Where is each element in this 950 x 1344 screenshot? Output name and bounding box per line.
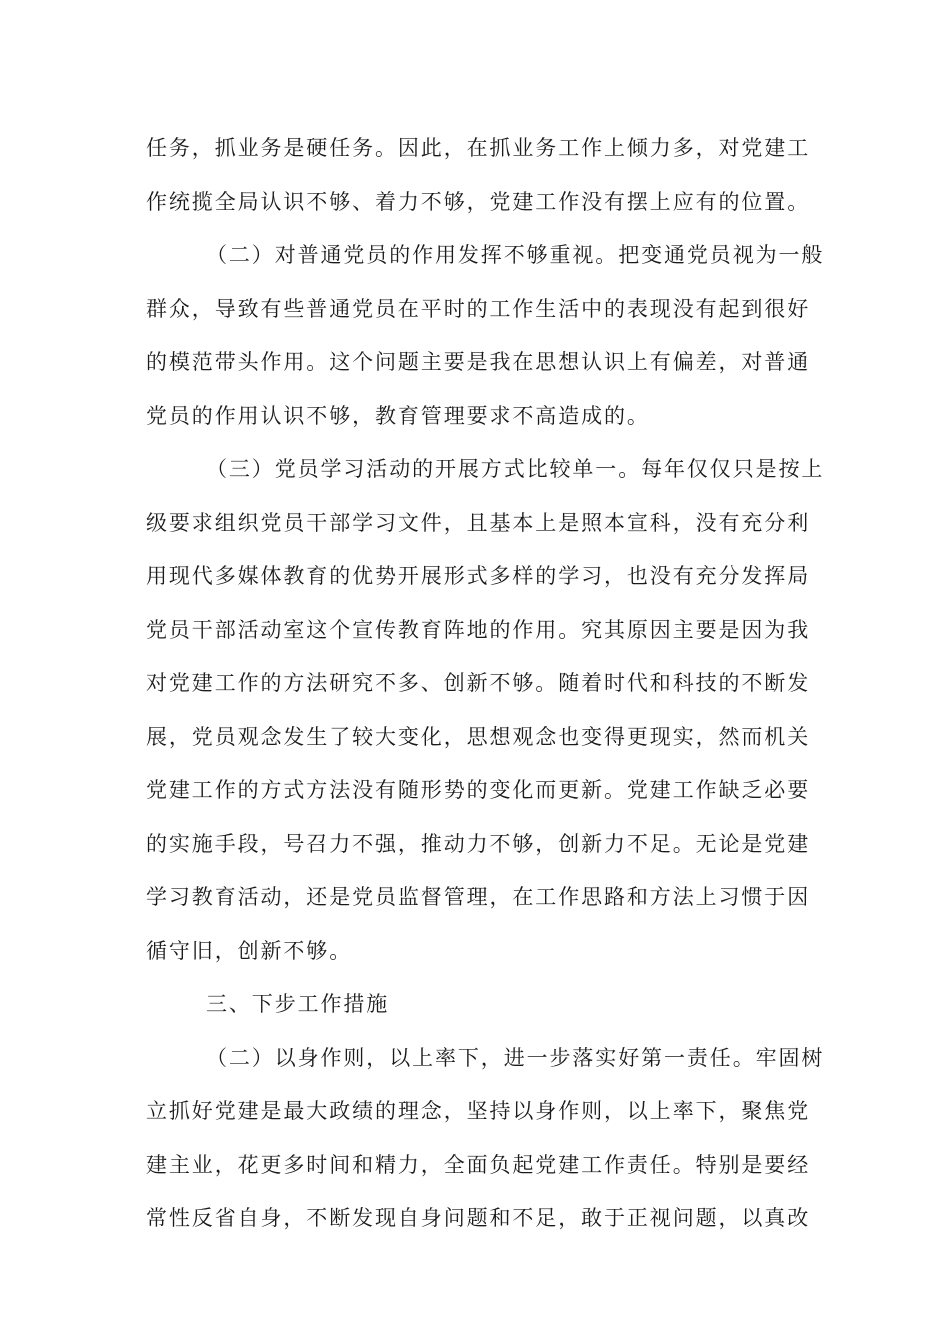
text-line: 的模范带头作用。这个问题主要是我在思想认识上有偏差，对普通 bbox=[146, 350, 811, 374]
text-line: 用现代多媒体教育的优势开展形式多样的学习，也没有充分发挥局 bbox=[146, 564, 811, 588]
text-line: 建主业，花更多时间和精力，全面负起党建工作责任。特别是要经 bbox=[146, 1152, 811, 1177]
text-line: 群众，导致有些普通党员在平时的工作生活中的表现没有起到很好 bbox=[146, 296, 811, 321]
text-line: 任务，抓业务是硬任务。因此，在抓业务工作上倾力多，对党建工 bbox=[146, 136, 811, 160]
text-line: 级要求组织党员干部学习文件，且基本上是照本宣科，没有充分利 bbox=[146, 510, 811, 535]
text-line: 作统揽全局认识不够、着力不够，党建工作没有摆上应有的位置。 bbox=[146, 189, 811, 214]
text-line: 常性反省自身，不断发现自身问题和不足，敢于正视问题，以真改 bbox=[146, 1206, 811, 1230]
text-line: 的实施手段，号召力不强，推动力不够，创新力不足。无论是党建 bbox=[146, 831, 811, 856]
paragraph-heading: （二）对普通党员的作用发挥不够重视。把变通党员视为一般 bbox=[206, 243, 825, 267]
text-line: 展，党员观念发生了较大变化，思想观念也变得更现实，然而机关 bbox=[146, 724, 811, 749]
paragraph-heading: （二）以身作则，以上率下，进一步落实好第一责任。牢固树 bbox=[206, 1045, 825, 1070]
text-line: 对党建工作的方法研究不多、创新不够。随着时代和科技的不断发 bbox=[146, 671, 811, 695]
text-line: 立抓好党建是最大政绩的理念，坚持以身作则，以上率下，聚焦党 bbox=[146, 1099, 811, 1123]
section-heading: 三、下步工作措施 bbox=[206, 992, 390, 1016]
document-body bbox=[146, 128, 825, 1252]
text-line: 循守旧，创新不够。 bbox=[146, 938, 353, 963]
text-line: 党员的作用认识不够，教育管理要求不高造成的。 bbox=[146, 403, 650, 428]
text-line: 学习教育活动，还是党员监督管理，在工作思路和方法上习惯于因 bbox=[146, 885, 811, 909]
text-line: 党员干部活动室这个宣传教育阵地的作用。究其原因主要是因为我 bbox=[146, 617, 811, 642]
paragraph-heading: （三）党员学习活动的开展方式比较单一。每年仅仅只是按上 bbox=[206, 457, 825, 481]
text-line: 党建工作的方式方法没有随形势的变化而更新。党建工作缺乏必要 bbox=[146, 778, 811, 802]
